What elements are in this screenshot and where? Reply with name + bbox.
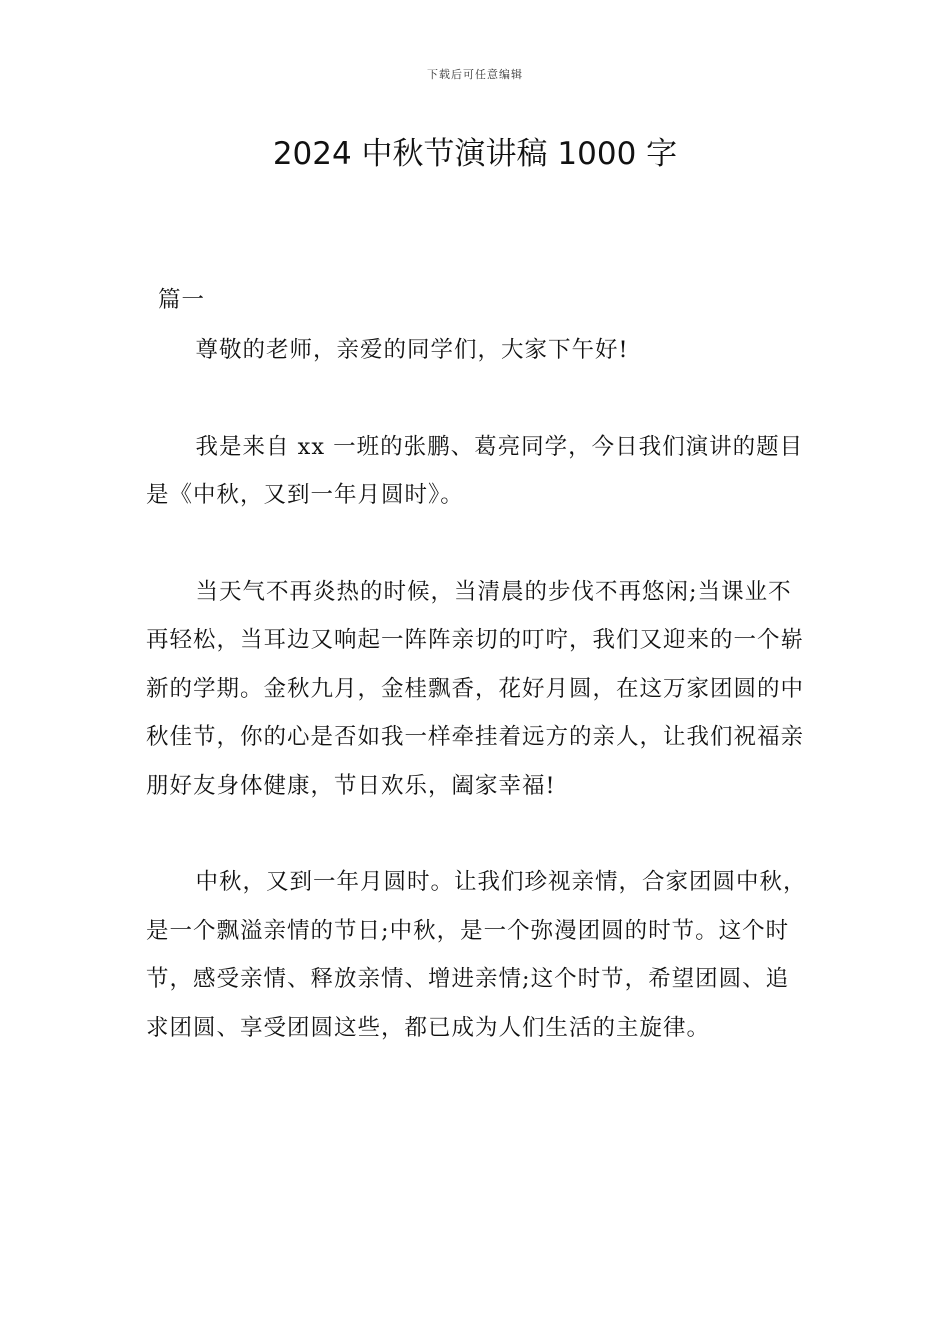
paragraph-greeting: 尊敬的老师，亲爱的同学们，大家下午好! <box>195 337 629 363</box>
paragraph-autumn: 当天气不再炎热的时候，当清晨的步伐不再悠闲;当课业不再轻松，当耳边又响起一阵阵亲切的叮咛，我们又迎来的一个崭新的学期。金秋九月，金桂飘香，花好月圆，在这万家团圆的中秋佳节，你的心是否如我一样牵挂着远方的亲人，让我们祝福亲朋好友身体健康，节日欢乐，阖家幸福! <box>146 578 805 799</box>
document-body <box>146 284 808 1100</box>
section-label: 篇一 <box>158 287 206 313</box>
paragraph-reunion: 中秋，又到一年月圆时。让我们珍视亲情，合家团圆中秋，是一个飘溢亲情的节日;中秋，是一个弥漫团圆的时节。这个时节，感受亲情、释放亲情、增进亲情;这个时节，希望团圆、追求团圆、享受团圆这些，都已成为人们生活的主旋律。 <box>146 869 807 1041</box>
paragraph-introduction: 我是来自 xx 一班的张鹏、葛亮同学，今日我们演讲的题目是《中秋，又到一年月圆时》。 <box>146 433 804 508</box>
header-note: 下载后可任意编辑 <box>427 68 523 81</box>
document-title: 2024 中秋节演讲稿 1000 字 <box>272 136 678 172</box>
